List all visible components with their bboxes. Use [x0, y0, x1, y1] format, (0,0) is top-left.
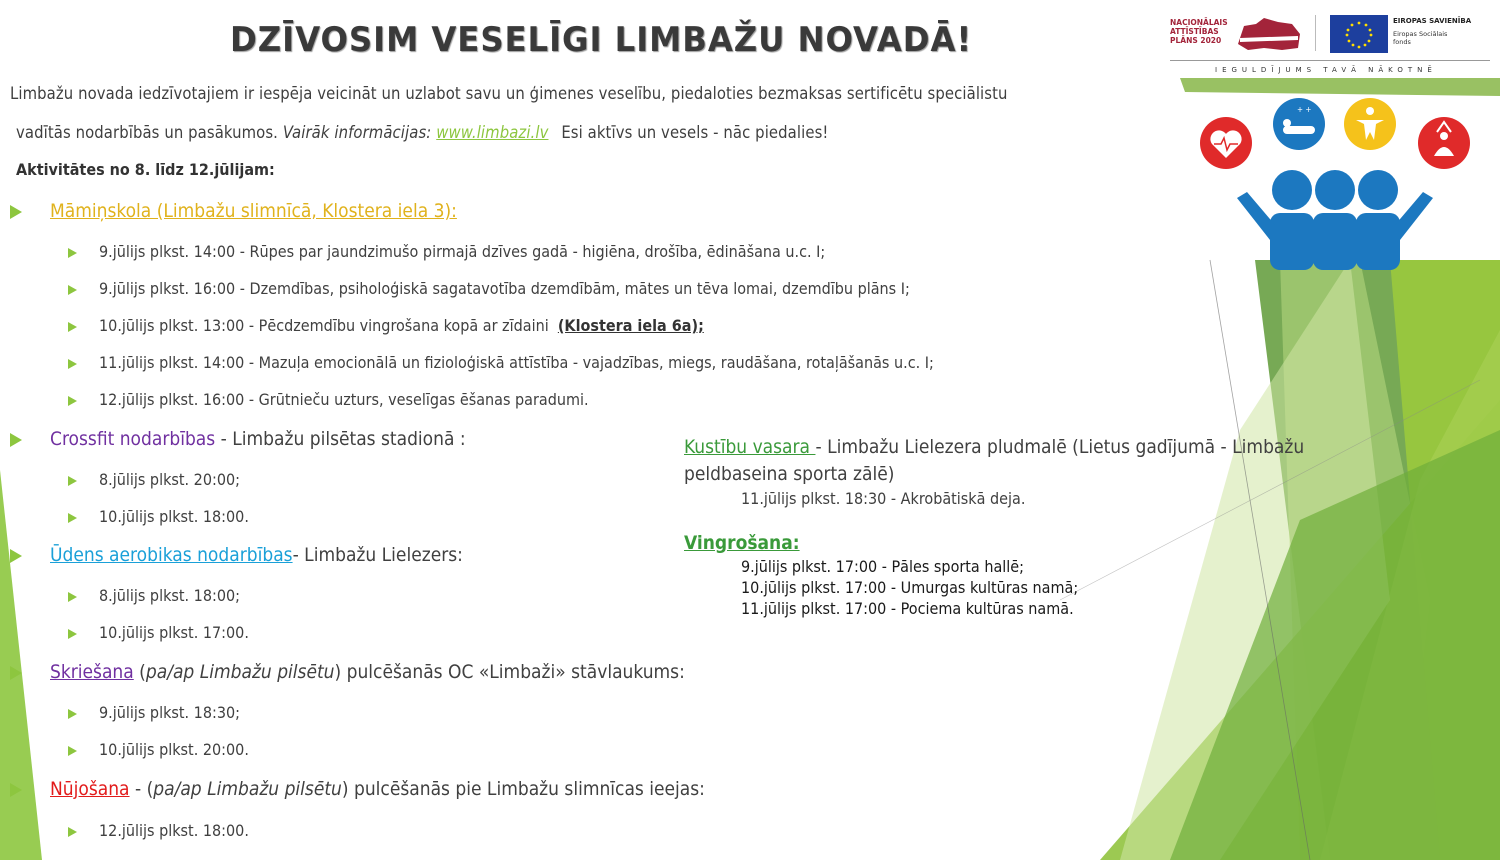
eu-title: EIROPAS SAVIENĪBA [1393, 17, 1472, 25]
bullet-arrow-icon [68, 248, 77, 258]
intro-line-2: vadītās nodarbībās un pasākumos. Vairāk informācijas: www.limbazi.lv Esi aktīvs un vesels - nāc piedalies! [16, 123, 829, 142]
list-item: 9.jūlijs plkst. 14:00 - Rūpes par jaundzimušo pirmajā dzīves gadā - higiēna, drošība, ēdināšana u.c. I; [68, 242, 825, 261]
list-item: 9.jūlijs plkst. 16:00 - Dzemdības, psiholoģiskā sagatavotība dzemdībām, mātes un tēva lomai, dzemdību plāns I; [68, 279, 910, 298]
udens-title: Ūdens aerobikas nodarbības [50, 544, 293, 566]
list-item: 12.jūlijs plkst. 18:00. [68, 821, 249, 840]
crossfit-title: Crossfit nodarbības [50, 428, 216, 450]
section-vingrosana [684, 532, 800, 554]
latvia-map-icon [1234, 14, 1304, 54]
skriesana-title: Skriešana [50, 661, 134, 683]
list-item: 10.jūlijs plkst. 17:00 - Umurgas kultūras namā; [741, 578, 1079, 597]
location-note: (Klostera iela 6a); [557, 316, 704, 335]
section-udens-aerobika: Ūdens aerobikas nodarbības- Limbažu Lielezers: [10, 544, 463, 566]
page-title: DZĪVOSIM VESELĪGI LIMBAŽU NOVADĀ! [230, 20, 973, 60]
list-item: 10.jūlijs plkst. 17:00. [68, 623, 249, 642]
bullet-arrow-icon [68, 322, 77, 332]
section-nujosana: Nūjošana - (pa/ap Limbažu pilsētu) pulcēšanās pie Limbažu slimnīcas ieejas: [10, 778, 705, 800]
nap-logo-text: NACIONĀLAIS ATTĪSTĪBAS PLĀNS 2020 [1170, 18, 1228, 45]
section-skriesana: Skriešana (pa/ap Limbažu pilsētu) pulcēšanās OC «Limbaži» stāvlaukums: [10, 661, 685, 683]
yoga-icon [1418, 117, 1470, 169]
bullet-arrow-icon [68, 476, 77, 486]
website-link[interactable]: www.limbazi.lv [436, 123, 549, 142]
bullet-arrow-icon [68, 285, 77, 295]
maminskola-title: Māmiņskola (Limbažu slimnīcā, Klostera iela 3): [50, 200, 457, 222]
activities-subhead: Aktivitātes no 8. līdz 12.jūlijam: [16, 160, 275, 179]
list-item: 10.jūlijs plkst. 20:00. [68, 740, 249, 759]
section-kustibu-vasara: Kustību vasara - Limbažu Lielezera pludmalē (Lietus gadījumā - Limbažu [684, 436, 1305, 458]
vingrosana-title: Vingrošana: [684, 532, 800, 554]
people-group-icon [1237, 170, 1433, 270]
kustibu-title: Kustību vasara [684, 436, 816, 458]
sponsor-logos [1170, 10, 1490, 80]
bullet-arrow-icon [68, 629, 77, 639]
eu-flag-icon [1330, 15, 1388, 53]
section-maminskola [10, 200, 457, 222]
bullet-arrow-icon [10, 783, 22, 797]
sleep-icon [1273, 98, 1325, 150]
bullet-arrow-icon [68, 827, 77, 837]
bullet-arrow-icon [10, 666, 22, 680]
logo-divider [1315, 15, 1316, 51]
list-item: 11.jūlijs plkst. 17:00 - Pociema kultūras namā. [741, 599, 1074, 618]
list-item: 9.jūlijs plkst. 18:30; [68, 703, 240, 722]
list-item: 11.jūlijs plkst. 18:30 - Akrobātiskā deja. [741, 489, 1026, 508]
logo-rule [1170, 60, 1490, 61]
list-item: 10.jūlijs plkst. 13:00 - Pēcdzemdību vingrošana kopā ar zīdaini (Klostera iela 6a); [68, 316, 704, 335]
list-item: 10.jūlijs plkst. 18:00. [68, 507, 249, 526]
nujosana-title: Nūjošana [50, 778, 130, 800]
list-item: 8.jūlijs plkst. 18:00; [68, 586, 240, 605]
list-item: 8.jūlijs plkst. 20:00; [68, 470, 240, 489]
kustibu-line-2: peldbaseina sporta zālē) [684, 463, 895, 485]
bullet-arrow-icon [68, 359, 77, 369]
bullet-arrow-icon [68, 513, 77, 523]
health-illustration [1185, 80, 1500, 270]
bullet-arrow-icon [68, 746, 77, 756]
section-crossfit: Crossfit nodarbības - Limbažu pilsētas stadionā : [10, 428, 466, 450]
list-item: 12.jūlijs plkst. 16:00 - Grūtnieču uzturs, veselīgas ēšanas paradumi. [68, 390, 589, 409]
list-item: 9.jūlijs plkst. 17:00 - Pāles sporta hallē; [741, 557, 1024, 576]
eu-subtitle: Eiropas Sociālais fonds [1393, 30, 1448, 46]
bullet-arrow-icon [68, 396, 77, 406]
bullet-arrow-icon [68, 592, 77, 602]
bullet-arrow-icon [68, 709, 77, 719]
body-icon [1344, 98, 1396, 150]
bullet-arrow-icon [10, 205, 22, 219]
slogan: IEGULDĪJUMS TAVĀ NĀKOTNĒ [1215, 66, 1437, 74]
list-item: 11.jūlijs plkst. 14:00 - Mazuļa emocionālā un fizioloģiskā attīstība - vajadzības, miegs, raudāšana, rotaļāšanās u.c. I; [68, 353, 934, 372]
svg-text:+ +: + + [1297, 105, 1312, 114]
bullet-arrow-icon [10, 433, 22, 447]
intro-line-1: Limbažu novada iedzīvotajiem ir iespēja veicināt un uzlabot savu un ģimenes veselību, piedaloties bezmaksas sertificētu speciālistu [10, 84, 1008, 103]
bullet-arrow-icon [10, 549, 22, 563]
heart-pulse-icon [1200, 117, 1252, 169]
